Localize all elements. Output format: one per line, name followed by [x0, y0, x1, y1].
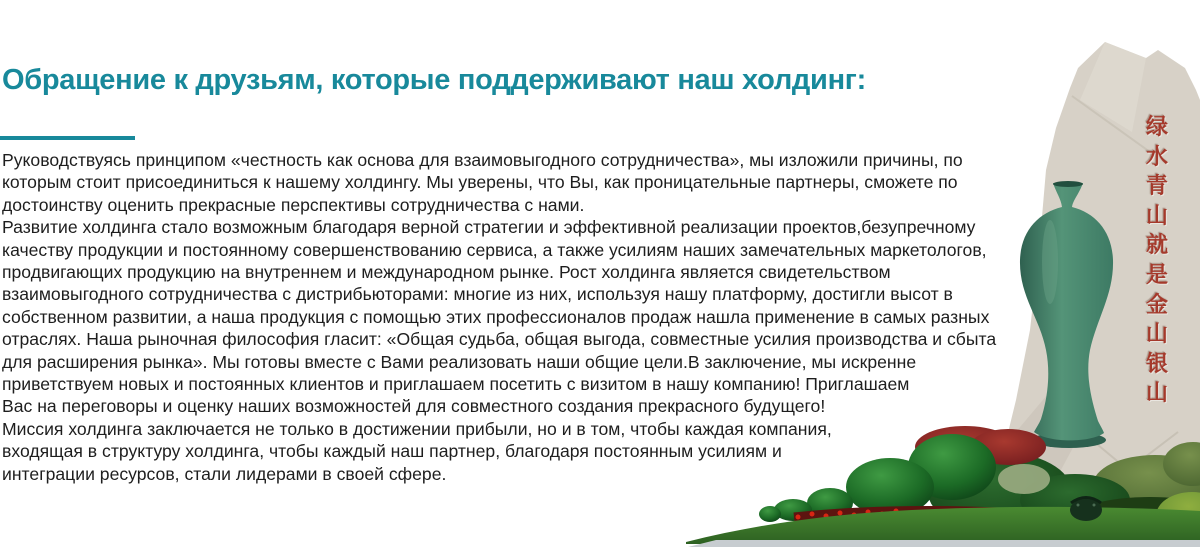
- inscription-char: 山: [1145, 202, 1168, 228]
- inscription-char: 是: [1145, 261, 1168, 287]
- sage-bush: [998, 464, 1050, 494]
- inscription-char: 水: [1145, 143, 1168, 169]
- text-line: отраслях. Наша рыночная философия гласит: «Общая судьба, общая выгода, совместные усилия производства и сбыта: [2, 329, 997, 350]
- text-line: для расширения рынка». Мы готовы вместе с Вами реализовать наши общие цели.В заключение, мы искренне: [2, 351, 917, 372]
- text-line: собственном развитии, а наша продукция с помощью этих профессионалов продаж нашла применение в самых разных: [2, 306, 990, 327]
- page-title: Обращение к друзьям, которые поддерживают наш холдинг:: [2, 64, 866, 96]
- inscription-char: 绿: [1145, 114, 1168, 139]
- text-line: приветствуем новых и постоянных клиентов и приглашаем посетить с визитом в нашу компанию! Приглашаем: [2, 374, 910, 395]
- inscription-char: 山: [1145, 380, 1168, 406]
- hero-photo: [620, 0, 1200, 547]
- inscription-column: [1142, 112, 1172, 408]
- garden-spotlight: [1070, 498, 1102, 522]
- title-underline: [0, 136, 135, 140]
- text-line: интеграции ресурсов, стали лидерами в своей сфере.: [2, 463, 447, 484]
- text-line: Развитие холдинга стало возможным благодаря верной стратегии и эффективной реализации проектов,безупречному: [2, 217, 976, 238]
- curb: [688, 540, 1200, 547]
- text-line: достоинству оценить прекрасные перспективы сотрудничества с нами.: [2, 194, 585, 215]
- inscription-char: 青: [1145, 173, 1168, 199]
- inscription-char: 银: [1145, 350, 1168, 376]
- text-line: Миссия холдинга заключается не только в достижении прибыли, но и в том, чтобы каждая компания,: [2, 418, 832, 439]
- text-line: качеству продукции и постоянному совершенствованию сервиса, а также усилиям наших замечательных маркетологов,: [2, 239, 987, 260]
- inscription-char: 金: [1145, 291, 1168, 317]
- text-line: которым стоит присоединиться к нашему холдингу. Мы уверены, что Вы, как проницательные партнеры, сможете по: [2, 172, 958, 193]
- text-line: продвигающих продукцию на внутреннем и международном рынке. Рост холдинга является свидетельством: [2, 262, 891, 283]
- inscription-char: 山: [1145, 321, 1168, 347]
- text-line: входящая в структуру холдинга, чтобы каждый наш партнер, благодаря постоянным усилиям и: [2, 441, 782, 462]
- text-line: Вас на переговоры и оценку наших возможностей для совместного создания прекрасного будущего!: [2, 396, 826, 417]
- inscription-char: 就: [1145, 232, 1168, 258]
- vase-mouth: [1053, 181, 1083, 187]
- text-line: Руководствуясь принципом «честность как основа для взаимовыгодного сотрудничества», мы изложили причины, по: [2, 150, 963, 170]
- vase-highlight: [1042, 220, 1058, 304]
- text-line: взаимовыгодного сотрудничества с дистрибьюторами: многие из них, используя нашу платформу, достигли высот в: [2, 284, 953, 305]
- bush: [759, 506, 781, 522]
